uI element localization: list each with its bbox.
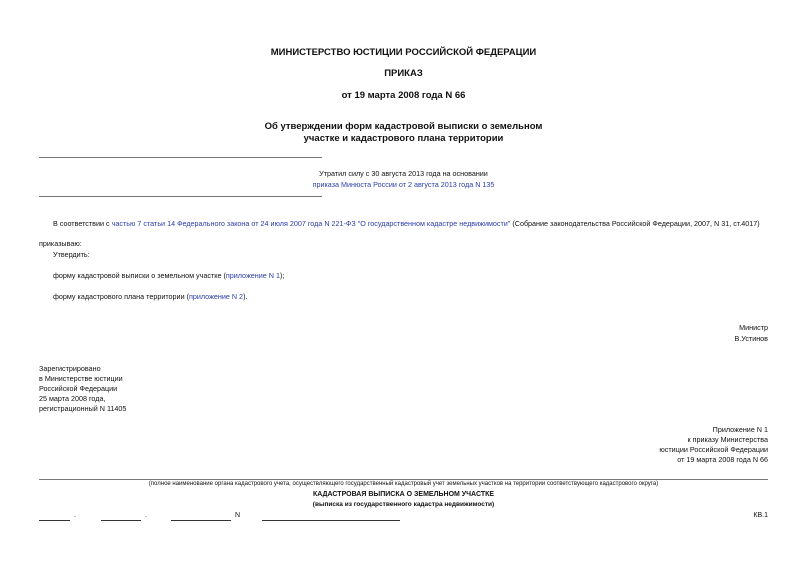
dot-sep-1: . (74, 512, 76, 519)
status-line1: Утратил силу с 30 августа 2013 года на основании (319, 169, 488, 178)
appendix-l3: юстиции Российской Федерации (659, 445, 768, 454)
appendix-l1: Приложение N 1 (712, 425, 768, 434)
appendix-l2: к приказу Министерства (687, 435, 768, 444)
appendix-1-link[interactable]: приложение N 1 (225, 271, 280, 280)
doc-title-line1: Об утверждении форм кадастровой выписки о земельном (264, 121, 543, 132)
status-line2 (0, 180, 807, 190)
registration-l3: Российской Федерации (39, 384, 118, 393)
registration-l2: в Министерстве юстиции (39, 374, 123, 383)
item2-suffix: ). (243, 292, 248, 301)
appendix-l4: от 19 марта 2008 года N 66 (677, 455, 768, 464)
appendix-2-link[interactable]: приложение N 2 (188, 292, 244, 301)
form-title: КАДАСТРОВАЯ ВЫПИСКА О ЗЕМЕЛЬНОМ УЧАСТКЕ (312, 491, 495, 498)
org-name-rule (39, 479, 768, 480)
number-blank (262, 512, 400, 521)
registration-l5: регистрационный N 11405 (39, 404, 127, 413)
item1-prefix: форму кадастровой выписки о земельном участке ( (53, 271, 226, 280)
doc-type-heading: ПРИКАЗ (384, 68, 423, 79)
federal-law-link[interactable]: частью 7 статьи 14 Федерального закона от 24 июля 2007 года N 221-ФЗ "О государственном кадастре недвижимости" (111, 219, 511, 228)
status-bottom-rule (39, 196, 322, 197)
registration-l4: 25 марта 2008 года, (39, 394, 106, 403)
ministry-heading: МИНИСТЕРСТВО ЮСТИЦИИ РОССИЙСКОЙ ФЕДЕРАЦИИ (270, 47, 537, 58)
signature-name: В.Устинов (734, 334, 768, 343)
form-code: КВ.1 (753, 512, 768, 519)
number-sign: N (235, 512, 241, 519)
paragraph-basis-suffix: (Собрание законодательства Российской Федерации, 2007, N 31, ст.4017) (510, 219, 760, 228)
item2-prefix: форму кадастрового плана территории ( (53, 292, 189, 301)
paragraph-basis-prefix: В соответствии с (53, 219, 112, 228)
item1-suffix: ); (279, 271, 285, 280)
doc-title-line2: участке и кадастрового плана территории (303, 133, 504, 144)
paragraph-basis (53, 219, 760, 229)
approve-word: Утвердить: (53, 250, 90, 259)
dot-sep-2: . (145, 512, 147, 519)
order-word: приказываю: (39, 239, 82, 248)
signature-position: Министр (739, 323, 768, 332)
item-form-2 (53, 292, 247, 302)
registration-l1: Зарегистрировано (39, 364, 101, 373)
month-blank (101, 512, 141, 521)
item-form-1 (53, 271, 284, 281)
form-fields-row (39, 512, 768, 524)
form-subtitle: (выписка из государственного кадастра недвижимости) (312, 501, 495, 508)
day-blank (39, 512, 70, 521)
status-top-rule (39, 157, 322, 158)
org-caption: (полное наименование органа кадастрового учета, осуществляющего государственный кадастровый учет земельных участков на территории соответствующего кадастрового округа) (148, 481, 659, 487)
year-blank (171, 512, 231, 521)
doc-date-number: от 19 марта 2008 года N 66 (341, 90, 466, 101)
repeal-order-link[interactable]: приказа Минюста России от 2 августа 2013 года N 135 (312, 180, 495, 189)
